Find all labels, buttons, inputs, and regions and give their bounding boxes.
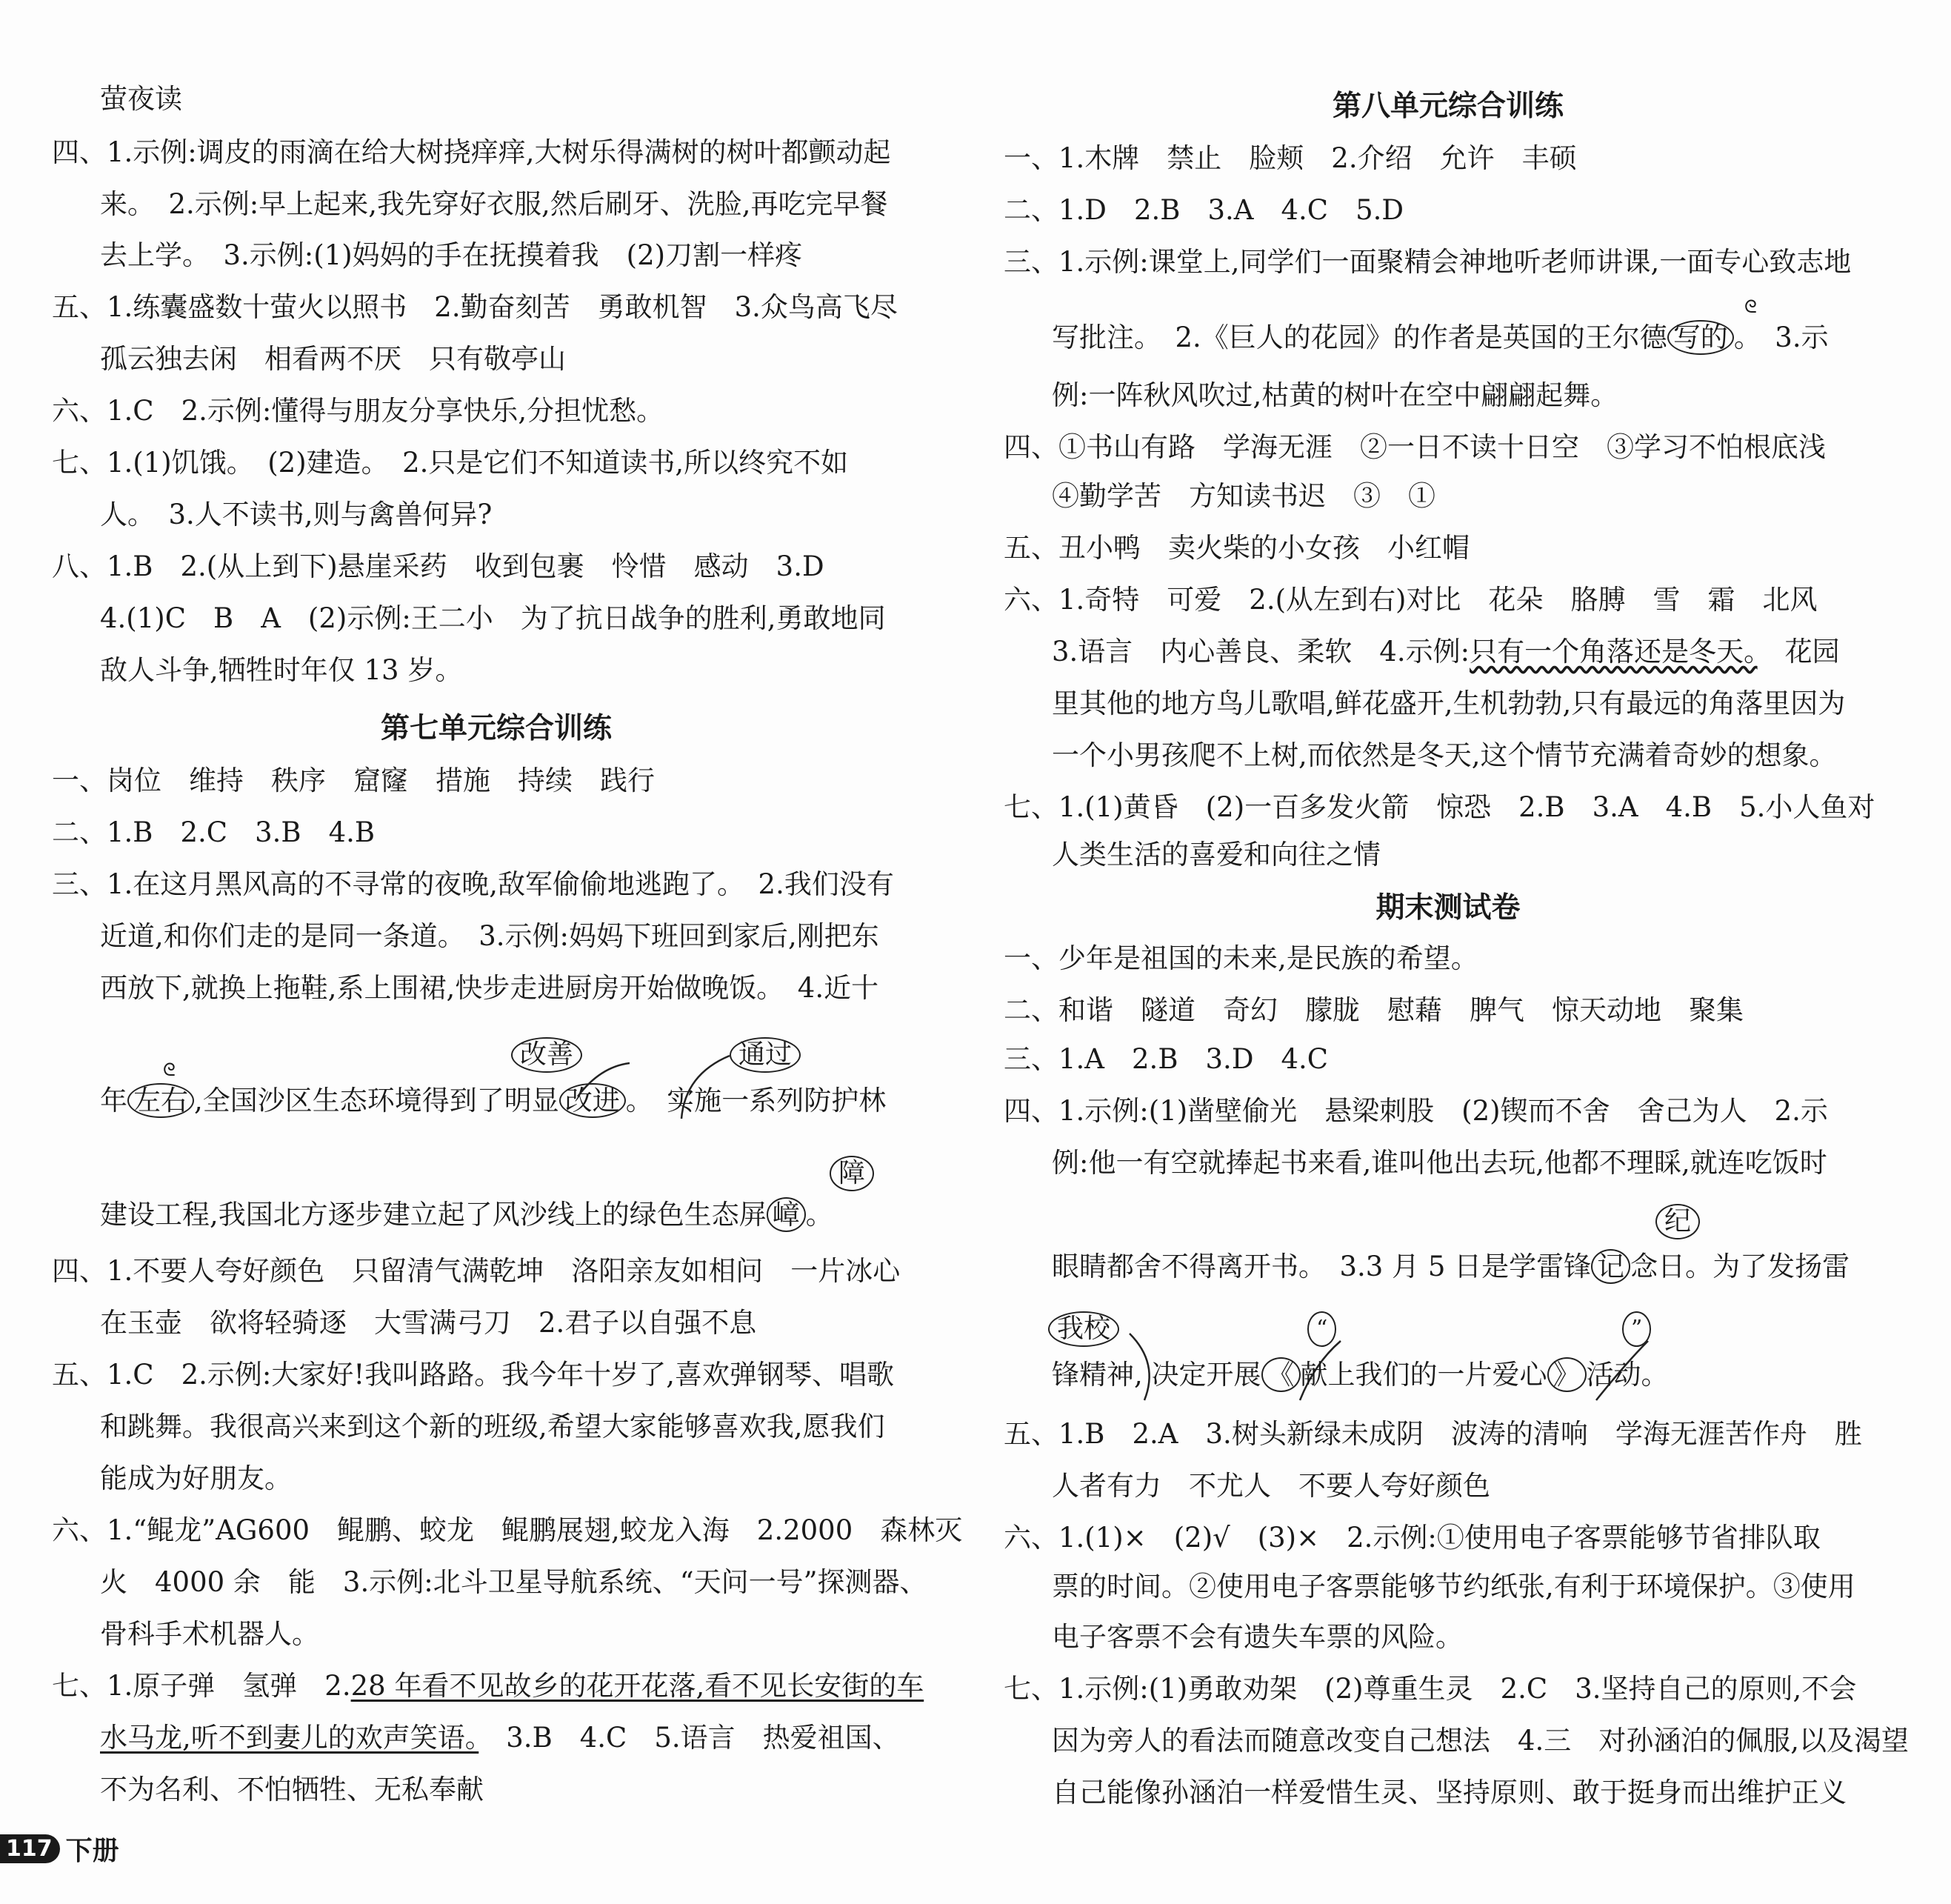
text-line-corrected [100,1083,886,1119]
text-line [100,1720,900,1756]
delete-mark-icon: ᘓ [163,1059,176,1080]
text-line: 八、1.B 2.(从上到下)悬崖采药 收到包裹 怜惜 感动 3.D [52,550,824,582]
text-line: 五、丑小鸭 卖火柴的小女孩 小红帽 [1004,532,1470,564]
text-segment: 建设工程,我国北方逐步建立起了风沙线上的绿色生态屏 [100,1199,767,1231]
text-line: 四、1.示例:(1)凿壁偷光 悬梁刺股 (2)锲而不舍 舍己为人 2.示 [1004,1095,1828,1127]
circled-word: 记 [1591,1249,1630,1284]
text-segment: 。 3.示 [1733,322,1829,353]
page-number: 117 [0,1834,60,1863]
text-segment: 写批注。 2.《巨人的花园》的作者是英国的王尔德 [1052,322,1667,353]
text-segment: 3.语言 内心善良、柔软 4.示例: [1052,636,1470,668]
text-line: 去上学。 3.示例:(1)妈妈的手在抚摸着我 (2)刀割一样疼 [100,239,803,271]
delete-mark-icon: ᘓ [1744,296,1757,317]
text-segment: 锋精神, [1052,1359,1143,1391]
text-line: 四、①书山有路 学海无涯 ②一日不读十日空 ③学习不怕根底浅 [1004,431,1826,463]
text-line: 孤云独去闲 相看两不厌 只有敬亭山 [100,343,566,375]
text-line: 一、1.木牌 禁止 脸颊 2.介绍 允许 丰硕 [1004,142,1577,174]
text-line: 六、1.“鲲龙”AG600 鲲鹏、蛟龙 鲲鹏展翅,蛟龙入海 2.2000 森林灭 [52,1514,963,1546]
section-heading: 第八单元综合训练 [1332,89,1564,123]
text-line: 一个小男孩爬不上树,而依然是冬天,这个情节充满着奇妙的想象。 [1052,739,1837,771]
circled-word: 《 [1261,1357,1301,1392]
text-line: 4.(1)C B A (2)示例:王二小 为了抗日战争的胜利,勇敢地同 [100,602,886,634]
text-line: 近道,和你们走的是同一条道。 3.示例:妈妈下班回到家后,刚把东 [100,920,879,952]
text-segment: 。 [805,1199,833,1231]
text-line: 能成为好朋友。 [100,1462,292,1494]
correction-mark: 纪 [1655,1204,1700,1239]
text-line: 敌人斗争,牺牲时年仅 13 岁。 [100,654,463,686]
text-line: 电子客票不会有遗失车票的风险。 [1052,1621,1463,1653]
text-line: 七、1.(1)饥饿。 (2)建造。 2.只是它们不知道读书,所以终究不如 [52,447,849,479]
underlined-text: 水马龙,听不到妻儿的欢声笑语。 [100,1722,479,1754]
text-segment: 七、1.原子弹 氢弹 2. [52,1670,351,1702]
text-line: 六、1.(1)× (2)√ (3)× 2.示例:①使用电子客票能够节省排队取 [1004,1522,1821,1554]
wavy-underlined-text: 只有一个角落还是冬天。 [1470,636,1758,668]
text-line: 人者有力 不尤人 不要人夸好颜色 [1052,1470,1490,1502]
text-segment: 献上我们的一片爱心 [1300,1359,1547,1391]
text-line-corrected [1052,320,1829,356]
correction-mark: 通过 [730,1037,801,1073]
text-line: 二、1.B 2.C 3.B 4.B [52,816,376,848]
text-line [52,1668,924,1704]
text-line: 里其他的地方鸟儿歌唱,鲜花盛开,生机勃勃,只有最远的角落里因为 [1052,688,1846,719]
text-line: 四、1.不要人夸好颜色 只留清气满乾坤 洛阳亲友如相问 一片冰心 [52,1255,901,1287]
text-line: 五、1.练囊盛数十萤火以照书 2.勤奋刻苦 勇敢机智 3.众鸟高飞尽 [52,291,898,323]
text-line: ④勤学苦 方知读书迟 ③ ① [1052,480,1435,512]
text-line: 和跳舞。我很高兴来到这个新的班级,希望大家能够喜欢我,愿我们 [100,1411,885,1442]
text-segment: 年 [100,1085,127,1116]
text-line-corrected [1052,1357,1669,1393]
text-line: 三、1.示例:课堂上,同学们一面聚精会神地听老师讲课,一面专心致志地 [1004,246,1852,278]
text-segment: 眼睛都舍不得离开书。 3.3 月 5 日是学雷锋 [1052,1251,1592,1282]
text-line: 一、岗位 维持 秩序 窟窿 措施 持续 践行 [52,765,655,796]
circled-word: 改进 [559,1083,626,1118]
text-segment: 。 实施一系列防护林 [625,1085,887,1116]
text-line-corrected [1052,1249,1850,1285]
page-footer [0,1826,119,1871]
text-line: 四、1.示例:调皮的雨滴在给大树挠痒痒,大树乐得满树的树叶都颤动起 [52,136,891,168]
text-line [1052,634,1840,670]
book-part-label: 下册 [65,1835,119,1866]
insert-mark-icon [570,1045,763,1126]
text-line: 骨科手术机器人。 [100,1618,319,1650]
section-heading: 第七单元综合训练 [380,711,612,745]
correction-mark: 我校 [1048,1311,1119,1347]
text-line: 票的时间。②使用电子客票能够节约纸张,有利于环境保护。③使用 [1052,1571,1855,1602]
text-line: 例:一阵秋风吹过,枯黄的树叶在空中翩翩起舞。 [1052,379,1618,411]
text-line-corrected [100,1197,833,1233]
text-line: 五、1.C 2.示例:大家好!我叫路路。我今年十岁了,喜欢弹钢琴、唱歌 [52,1359,895,1391]
correction-mark: ” [1622,1311,1651,1347]
text-line: 六、1.奇特 可爱 2.(从左到右)对比 花朵 胳膊 雪 霜 北风 [1004,584,1818,616]
text-line: 七、1.示例:(1)勇敢劝架 (2)尊重生灵 2.C 3.坚持自己的原则,不会 [1004,1673,1857,1705]
text-line: 二、1.D 2.B 3.A 4.C 5.D [1004,194,1404,226]
circled-word: 嶂 [767,1197,806,1232]
text-segment: 活动。 [1586,1359,1669,1391]
text-line: 西放下,就换上拖鞋,系上围裙,快步走进厨房开始做晚饭。 4.近十 [100,972,879,1004]
text-line: 人。 3.人不读书,则与禽兽何异? [100,499,493,530]
text-segment: 决定开展 [1151,1359,1261,1391]
text-line: 因为旁人的看法而随意改变自己想法 4.三 对孙涵泊的佩服,以及渴望 [1052,1725,1910,1757]
text-line: 六、1.C 2.示例:懂得与朋友分享快乐,分担忧愁。 [52,395,664,427]
text-line: 不为名利、不怕牺牲、无私奉献 [100,1774,484,1805]
correction-mark: “ [1307,1311,1336,1347]
circled-word: 》 [1547,1357,1587,1392]
text-line: 来。 2.示例:早上起来,我先穿好衣服,然后刷牙、洗脸,再吃完早餐 [100,188,888,220]
text-segment: 花园 [1757,636,1840,668]
text-line: 二、和谐 隧道 奇幻 朦胧 慰藉 脾气 惊天动地 聚集 [1004,994,1744,1026]
text-segment: ,全国沙区生态环境得到了明显 [194,1085,559,1116]
text-line: 在玉壶 欲将轻骑逐 大雪满弓刀 2.君子以自强不息 [100,1307,757,1339]
text-line: 一、少年是祖国的未来,是民族的希望。 [1004,942,1478,974]
text-line: 萤夜读 [100,83,182,115]
correction-mark: 障 [830,1156,874,1191]
text-line: 七、1.(1)黄昏 (2)一百多发火箭 惊恐 2.B 3.A 4.B 5.小人鱼对 [1004,791,1875,823]
circled-word: 写的 [1667,320,1734,355]
text-line: 人类生活的喜爱和向往之情 [1052,839,1381,871]
section-heading: 期末测试卷 [1375,891,1521,925]
text-line: 例:他一有空就捧起书来看,谁叫他出去玩,他都不理睬,就连吃饭时 [1052,1147,1827,1179]
text-line: 五、1.B 2.A 3.树头新绿未成阴 波涛的清响 学海无涯苦作舟 胜 [1004,1418,1862,1450]
text-line: 火 4000 余 能 3.示例:北斗卫星导航系统、“天问一号”探测器、 [100,1566,927,1598]
text-line: 三、1.在这月黑风高的不寻常的夜晚,敌军偷偷地逃跑了。 2.我们没有 [52,868,894,900]
underlined-text: 28 年看不见故乡的花开花落,看不见长安街的车 [350,1670,924,1702]
circled-word: 左右 [127,1083,194,1118]
text-segment: 念日。为了发扬雷 [1630,1251,1850,1282]
text-segment: 3.B 4.C 5.语言 热爱祖国、 [478,1722,900,1754]
text-line: 自己能像孙涵泊一样爱惜生灵、坚持原则、敢于挺身而出维护正义 [1052,1777,1847,1808]
correction-mark: 改善 [511,1037,582,1073]
text-line: 三、1.A 2.B 3.D 4.C [1004,1043,1329,1075]
